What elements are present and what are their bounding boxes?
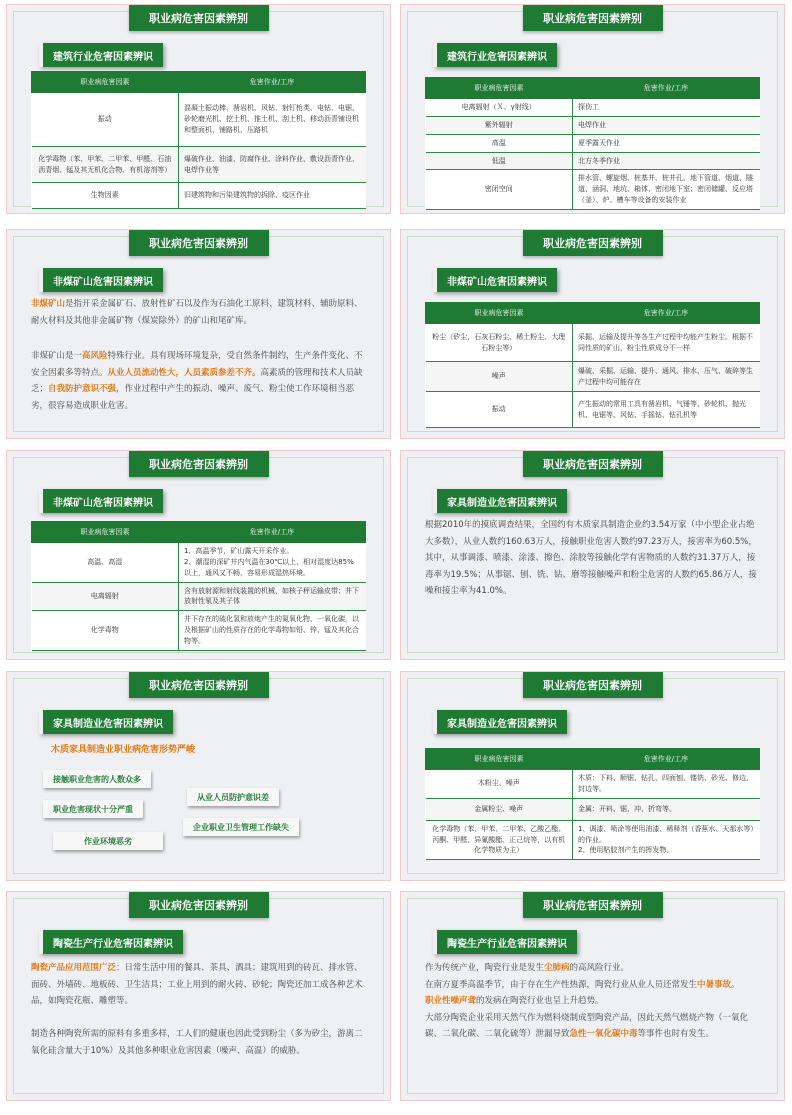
- section-subtitle: 陶瓷生产行业危害因素辨识: [433, 930, 577, 954]
- highlight-term: 职业性噪声聋: [425, 996, 477, 1007]
- slide-mining-intro: [6, 229, 391, 439]
- pill-bad-environment: 作业环境恶劣: [53, 832, 163, 850]
- pill-management-missing: 企业职业卫生管理工作缺失: [183, 818, 299, 836]
- mining-definition: [31, 296, 366, 329]
- slide-title-band: 职业病危害因素辨别: [129, 451, 269, 477]
- highlight-term: 陶瓷产品应用范围广泛：: [31, 963, 125, 973]
- text: 特殊行业。具有现场环境复杂，受自然条件制约，生产条件变化、不安全因素多等特点。: [31, 351, 363, 378]
- table-cell: 化学毒物（苯、甲苯、二甲苯、乙酸乙酯、丙酮、甲醛、异氰酸酯、正己烷等，以有机化学物质为主）: [426, 820, 573, 860]
- section-subtitle: 建筑行业危害因素辨识: [433, 43, 557, 67]
- text: 。: [731, 979, 740, 990]
- slide-ceramics-risks: [400, 891, 785, 1101]
- pill-many-exposed: 接触职业危害的人数众多: [43, 770, 151, 788]
- ceramics-applications: [31, 960, 366, 1010]
- table-cell: 粉尘（矽尘，石灰石粉尘、稀土粉尘、大理石粉尘等）: [426, 324, 573, 362]
- text: 等事件也时有发生。: [637, 1029, 715, 1040]
- section-subtitle: 非煤矿山危害因素辨识: [39, 489, 163, 513]
- table-cell: 排水管、螺旋烟、桩基井、桩井孔、地下管道、烟道、隧道、涵洞、地坑、箱体、密闭地下室；密闭储罐、反应塔（釜）、炉、槽车等设备的安装作业: [572, 170, 759, 210]
- table-cell: 低温: [426, 152, 573, 170]
- table-header: 危害作业/工序: [572, 78, 759, 99]
- table-cell: 电离辐射: [32, 582, 179, 611]
- slide-title-band: 职业病危害因素辨别: [523, 5, 663, 31]
- table-cell: 紫外辐射: [426, 116, 573, 134]
- slide-mining-table-2: [6, 450, 391, 660]
- text: 的发病在陶瓷行业也呈上升趋势。: [476, 996, 604, 1007]
- text: 大部分陶瓷企业采用天然气作为燃料烧制成型陶瓷产品，因此天然气燃烧产物（一氧化碳、二氧化碳、二氧化硫等）泄漏导致: [425, 1012, 749, 1040]
- table-header: 危害作业/工序: [178, 522, 365, 543]
- table-cell: 木质：下料、顺锯、钻孔、四面刨、镂铣、砂光、修边、封边等。: [572, 770, 759, 799]
- highlight-term: 非煤矿山: [31, 299, 66, 309]
- table-header: 职业病危害因素: [426, 749, 573, 770]
- pill-poor-awareness: 从业人员防护意识差: [187, 788, 279, 806]
- table-cell: 1、高温季节，矿山露天开采作业。 2、潮湿的深矿井内气温在30℃以上，相对湿度达85%以上，通风又不畅，容易形成湿热环境。: [178, 543, 365, 583]
- table-header: 职业病危害因素: [426, 303, 573, 324]
- slide-title-band: 职业病危害因素辨别: [129, 5, 269, 31]
- table-header: 危害作业/工序: [572, 303, 759, 324]
- table-cell: 爆破、采掘、运输、提升、通风、排水、压气、破碎等生产过程中均可能存在: [572, 362, 759, 392]
- table-cell: 振动: [32, 93, 179, 147]
- text: 在南方夏季高温季节，由于存在生产性热源，陶瓷行业从业人员还常发生: [425, 979, 698, 990]
- table-cell: 爆破作业、油漆、防腐作业、涂料作业、敷设沥青作业、电焊作业等: [178, 147, 365, 183]
- highlight-term: 尘肺病: [544, 963, 570, 973]
- table-cell: 含有放射源和射线装置的机械，如核子秤运输皮带；井下放射性氡及其子体: [178, 582, 365, 611]
- hazard-table: [425, 748, 760, 860]
- hazard-table: [31, 71, 366, 209]
- table-cell: 化学毒物（苯、甲苯、二甲苯、甲醛、石油沥青烟、锰及其无机化合物、有机溶剂等）: [32, 147, 179, 183]
- text: 是指开采金属矿石、放射性矿石以及作为石油化工原料、建筑材料、辅助原料、耐火材料及其他非金属矿物（煤炭除外）的矿山和尾矿库。: [31, 299, 363, 326]
- slide-ceramics-intro: [6, 891, 391, 1101]
- table-cell: 北方冬季作业: [572, 152, 759, 170]
- mining-characteristics: [31, 348, 366, 414]
- table-cell: 密闭空间: [426, 170, 573, 210]
- text: 作为传统产业，陶瓷行业是发生: [425, 963, 545, 973]
- slide-construction-1: [6, 4, 391, 214]
- table-cell: 电焊作业: [572, 116, 759, 134]
- table-cell: 金属粉尘、噪声: [426, 798, 573, 820]
- table-cell: 采掘、运输及提升等各生产过程中均能产生粉尘。根据不同性质的矿山，粉尘性质成分不一样: [572, 324, 759, 362]
- table-cell: 夏季露天作业: [572, 134, 759, 152]
- ceramics-risk-text: [425, 960, 760, 1043]
- section-subtitle: 非煤矿山危害因素辨识: [39, 268, 163, 292]
- section-subtitle: 非煤矿山危害因素辨识: [433, 268, 557, 292]
- highlight-term: 自我防护意识不强: [48, 384, 117, 395]
- table-cell: 旧建筑物和污染建筑物的拆除、疫区作业: [178, 183, 365, 209]
- text: 高素质的管理和技术人员缺乏；: [31, 367, 363, 395]
- slide-furniture-situation: [6, 671, 391, 881]
- table-cell: 1、调漆、喷涂等使用油漆、稀释剂（香蕉水、天那水等）的作业。 2、使用粘胶剂产生的挥发物。: [572, 820, 759, 860]
- highlight-term: 中暑事故: [697, 979, 732, 990]
- section-subtitle: 建筑行业危害因素辨识: [39, 43, 163, 67]
- survey-paragraph: 根据2010年的摸底调查结果，全国约有木质家具制造企业约3.54万家（中小型企业占绝大多数），从业人数约160.63万人，接触职业危害人数约97.23万人，接害率为60.5%，其中，从事调漆、喷漆、涂漆、擦色、涂胶等接触化学有害物质的人数约31.37万人，接毒率为19.5%；从事锯、刨、铣、钻、磨等接触噪声和粉尘危害的人数约65.86万人，接噪和接尘率为41.0%。: [425, 520, 757, 597]
- pill-serious-status: 职业危害现状十分严重: [43, 800, 143, 818]
- highlight-term: 高风险: [82, 351, 108, 361]
- slide-title-band: 职业病危害因素辨别: [129, 672, 269, 698]
- section-subtitle: 家具制造业危害因素辨识: [39, 710, 173, 734]
- table-header: 职业病危害因素: [32, 72, 179, 93]
- slide-title-band: 职业病危害因素辨别: [523, 451, 663, 477]
- highlight-term: 急性一氧化碳中毒: [569, 1029, 638, 1040]
- ceramics-raw-materials: 制造各种陶瓷所需的原料有多重多样，工人们的健康也因此受到粉尘（多为矽尘，游离二氧化硅含量大于10%）及其他多种职业危害因素（噪声、高温）的威胁。: [31, 1029, 363, 1056]
- table-cell: 混凝土振动棒、凿岩机、风钻、射钉枪类、电钻、电锯、砂轮磨光机、挖土机、推土机、刮土机、移动沥青铺设机和整面机、铺路机、压路机: [178, 93, 365, 147]
- text: 日常生活中用的餐具、茶具、酒具；建筑用到的砖瓦、排水管、面砖、外墙砖、地板砖、卫生洁具；工业上用到的耐火砖、砂轮；陶瓷还加工成各种艺术品，如陶瓷花瓶、雕塑等。: [31, 963, 363, 1007]
- text: 非煤矿山是一: [31, 351, 83, 361]
- section-subtitle: 家具制造业危害因素辨识: [433, 489, 567, 513]
- table-cell: 化学毒物: [32, 611, 179, 651]
- slide-furniture-stats: [400, 450, 785, 660]
- table-header: 危害作业/工序: [572, 749, 759, 770]
- situation-heading: 木质家具制造业职业病危害形势严峻: [51, 745, 196, 755]
- slide-mining-table-1: [400, 229, 785, 439]
- section-subtitle: 家具制造业危害因素辨识: [433, 710, 567, 734]
- table-cell: 电离辐射（Ｘ、γ射线）: [426, 99, 573, 117]
- table-cell: 高温: [426, 134, 573, 152]
- table-cell: 井下存在的硫化氢和放炮产生的氮氧化物、一氧化碳，以及根据矿山的性质存在的化学毒物如铅、锌、锰及其化合物等。: [178, 611, 365, 651]
- slide-title-band: 职业病危害因素辨别: [523, 892, 663, 918]
- slide-construction-2: [400, 4, 785, 214]
- table-cell: 振动: [426, 392, 573, 428]
- slide-furniture-table: [400, 671, 785, 881]
- slide-title-band: 职业病危害因素辨别: [523, 230, 663, 256]
- table-cell: 金属：开料、锯、冲、折弯等。: [572, 798, 759, 820]
- table-cell: 产生振动的常用工具有凿岩机、气锤等、砂轮机、抛光机、电锯等、风钻、手摇钻、钻孔机等: [572, 392, 759, 428]
- hazard-table: [31, 521, 366, 651]
- table-header: 职业病危害因素: [32, 522, 179, 543]
- table-cell: 探伤工: [572, 99, 759, 117]
- slide-title-band: 职业病危害因素辨别: [523, 672, 663, 698]
- section-subtitle: 陶瓷生产行业危害因素辨识: [39, 930, 183, 954]
- table-cell: 噪声: [426, 362, 573, 392]
- text: ，作业过程中产生的振动、噪声、废气、粉尘使工作环境相当恶劣，很容易造成职业危害。: [31, 384, 355, 411]
- highlight-term: 从业人员流动性大，人员素质参差不齐。: [107, 367, 261, 378]
- slide-title-band: 职业病危害因素辨别: [129, 892, 269, 918]
- table-cell: 高温、高湿: [32, 543, 179, 583]
- text: 的高风险行业。: [569, 963, 630, 973]
- table-cell: 木粉尘、噪声: [426, 770, 573, 799]
- hazard-table: [425, 77, 760, 210]
- hazard-table: [425, 302, 760, 428]
- table-header: 职业病危害因素: [426, 78, 573, 99]
- slide-title-band: 职业病危害因素辨别: [129, 230, 269, 256]
- table-header: 危害作业/工序: [178, 72, 365, 93]
- table-cell: 生物因素: [32, 183, 179, 209]
